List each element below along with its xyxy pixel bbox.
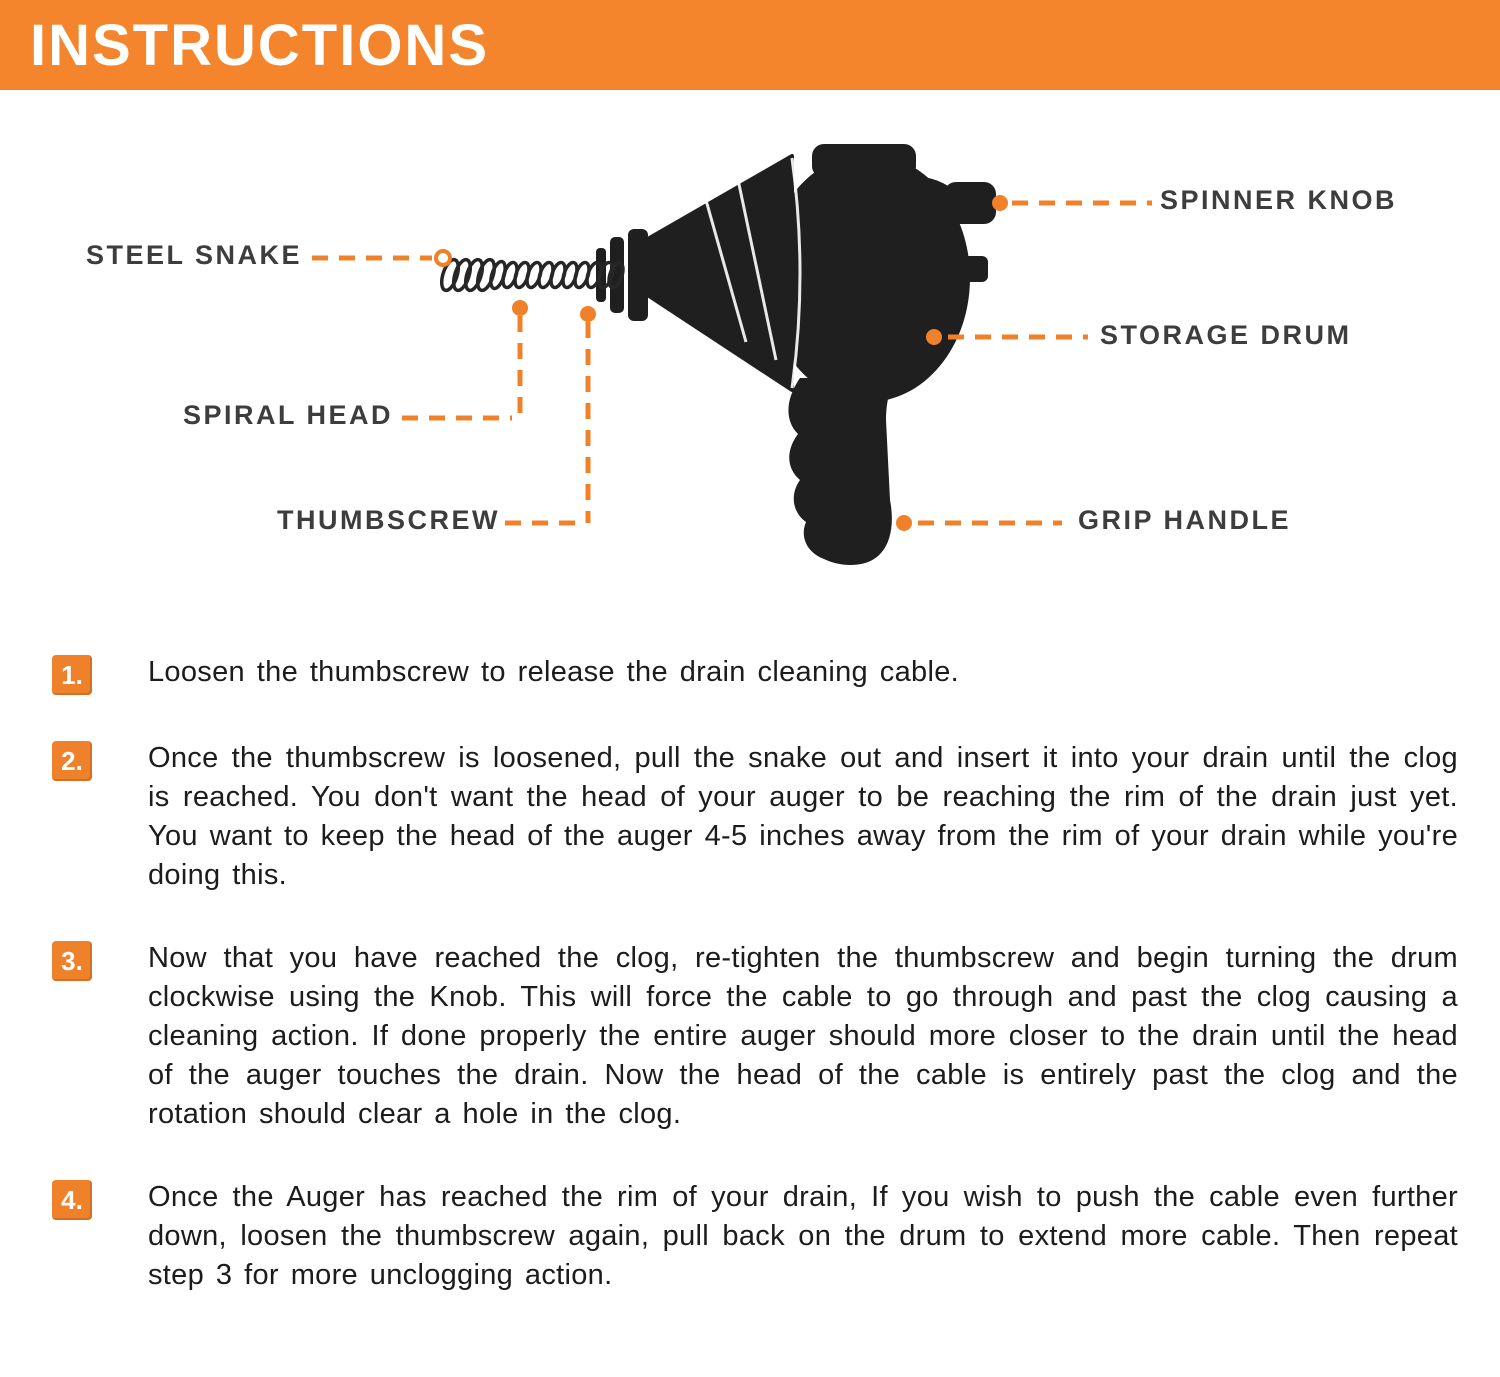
label-spinner-knob: SPINNER KNOB <box>1160 185 1398 215</box>
header-bar <box>0 0 1500 90</box>
step-1-text: Loosen the thumbscrew to release the drain cleaning cable. <box>148 656 959 688</box>
grip-handle-shape <box>788 378 895 565</box>
nozzle-ring-3 <box>628 229 648 321</box>
step-4 <box>52 1178 1458 1295</box>
dot-spiral-head <box>512 300 528 316</box>
step-3-text: Now that you have reached the clog, re-tighten the thumbscrew and begin turning the drum clockwise using the Knob. This will force the cable to go through and past the clog causing a cleaning action. If done properly the entire auger should more closer to the drain until the head of the auger touches the drain. Now the head of the cable is entirely past the clog and the rotation should clear a hole in the clog. <box>148 942 1458 1130</box>
label-grip-handle: GRIP HANDLE <box>1078 505 1292 535</box>
label-spiral-head: SPIRAL HEAD <box>183 400 394 430</box>
drain-auger-illustration <box>0 90 1500 635</box>
auger-diagram <box>0 90 1500 635</box>
step-2-text: Once the thumbscrew is loosened, pull the snake out and insert it into your drain until the clog is reached. You don't want the head of your auger to be reaching the rim of the drain just yet. You want to keep the head of the auger 4-5 inches away from the rim of your drain while you're doing this. <box>148 742 1458 891</box>
step-4-badge: 4. <box>52 1180 92 1220</box>
dot-grip-handle <box>896 515 912 531</box>
dot-storage-drum <box>926 329 942 345</box>
dot-steel-snake <box>436 251 450 265</box>
step-3 <box>52 939 1458 1134</box>
instruction-steps <box>0 635 1500 1359</box>
step-4-text: Once the Auger has reached the rim of your drain, If you wish to push the cable even further down, loosen the thumbscrew again, pull back on the drum to extend more cable. Then repeat step 3 for more unclogging action. <box>148 1181 1458 1291</box>
page-title: INSTRUCTIONS <box>30 12 489 78</box>
step-1 <box>52 653 1458 695</box>
label-thumbscrew: THUMBSCREW <box>277 505 500 535</box>
step-2 <box>52 739 1458 895</box>
side-peg <box>938 256 988 282</box>
step-2-badge: 2. <box>52 741 92 781</box>
drum-top-cap <box>812 144 916 178</box>
step-3-badge: 3. <box>52 941 92 981</box>
label-steel-snake: STEEL SNAKE <box>86 240 303 270</box>
dot-thumbscrew <box>580 306 596 322</box>
step-1-badge: 1. <box>52 655 92 695</box>
label-storage-drum: STORAGE DRUM <box>1100 320 1352 350</box>
spinner-knob-shape <box>944 182 996 224</box>
dot-spinner-knob <box>992 195 1008 211</box>
